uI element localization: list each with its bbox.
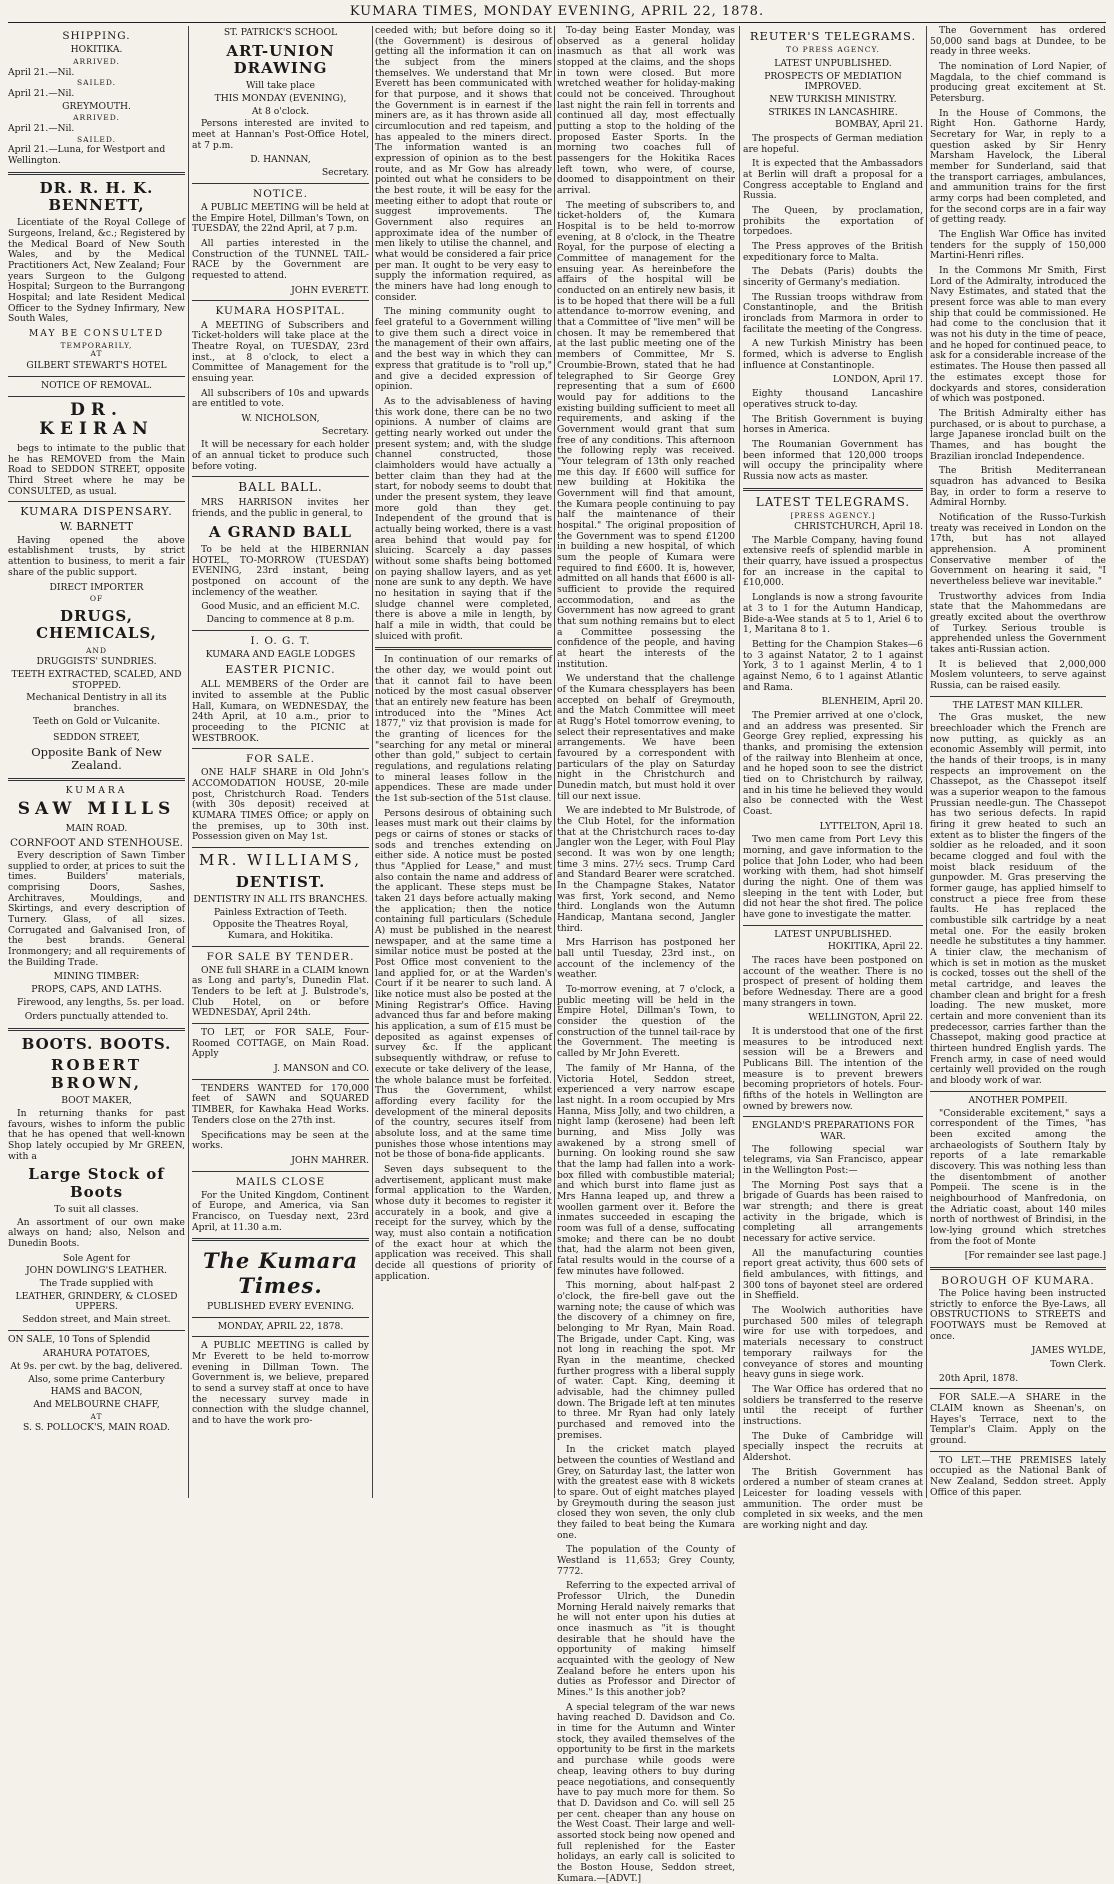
- persons-text: Persons interested are invited to meet at Hannan's Post-Office Hotel, at 7 p.m.: [192, 118, 369, 151]
- separator: [8, 1028, 185, 1031]
- column-2: [192, 26, 369, 1496]
- tender-text: ONE full SHARE in a CLAIM known as Long and party's, Dunedin Flat. Tenders to be left at J. Bulstrode's, Club Hotel, on or before WEDNESDAY, April 24th.: [192, 964, 369, 1019]
- telegram-paragraph: The British Government is buying horses in America.: [743, 413, 923, 436]
- editorial-paragraph: In continuation of our remarks of the other day, we would point out that it cannot fail to have been noticed by the most casual observer that an entirely new feature has been introduced into the "Mines Act 1877," viz that provision is made for the granting of licences for the "searching for any metal or mineral other than gold," subject to certain regulations, and regulations relating to mineral leases follow in the appendices. These are made under the 1st sub-section of the 51st clause.: [375, 654, 552, 805]
- and-line: AND: [86, 645, 107, 655]
- dateline: WELLINGTON, April 22.: [808, 1012, 923, 1024]
- column-rule: [554, 26, 555, 1498]
- column-3: [375, 26, 552, 1496]
- war-paragraph: The British Government has ordered a number of steam cranes at Leicester for loading vessels with ammunition. The order must be completed in six weeks, and the men are working night and day.: [743, 1466, 923, 1531]
- latest-telegrams-heading: LATEST TELEGRAMS.: [755, 494, 911, 509]
- temporarily-line: TEMPORARILY,: [60, 340, 133, 350]
- chaff-line: And MELBOURNE CHAFF,: [33, 1399, 160, 1411]
- dancing-line: Dancing to commence at 8 p.m.: [206, 613, 355, 625]
- painless-line: Painless Extraction of Teeth.: [213, 906, 348, 918]
- notice-text: All parties interested in the Construction of the TUNNEL TAIL-RACE by the Government are requested to attend.: [192, 238, 369, 282]
- secretary-line: Secretary.: [321, 167, 369, 179]
- notice-text: A PUBLIC MEETING will be held at the Empire Hotel, Dillman's Town, on TUESDAY, the 22nd April, at 7 p.m.: [192, 202, 369, 235]
- picnic-text: ALL MEMBERS of the Order are invited to assemble at the Public Hall, Kumara, on WEDNESDAY, the 24th April, at 10 a.m., prior to proceeding to the PICNIC at WESTBROOK.: [192, 679, 369, 744]
- bootmaker-line: BOOT MAKER,: [61, 1095, 132, 1107]
- telegram-paragraph: The races have been postponed on account of the weather. There is no prospect of present of holding them before Wednesday. There are a good many strangers in town.: [743, 954, 923, 1009]
- at8-line: At 8 o'clock.: [251, 105, 310, 117]
- separator: [930, 1388, 1106, 1389]
- brown-text: In returning thanks for past favours, wishes to inform the public that he has opened that well-known Shop lately occupied by Mr GREEN, with a: [8, 1107, 185, 1162]
- news-paragraph: Referring to the expected arrival of Professor Ulrich, the Dunedin Morning Herald naively remarks that he will not enter upon his duties at once inasmuch as "it is thought desirable that he should have the opportunity of making himself acquainted with the geology of New Zealand before he enters upon his duties as Professor and Director of Mines." Is this another job?: [557, 1580, 735, 1699]
- kumara-line: KUMARA: [65, 784, 128, 796]
- at-line: AT: [90, 349, 103, 359]
- mining-heading: MINING TIMBER:: [53, 971, 140, 983]
- sailed-label: SAILED.: [76, 134, 117, 144]
- separator: [8, 376, 185, 377]
- cornfoot-heading: CORNFOOT AND STENHOUSE.: [10, 836, 183, 849]
- dateline: BOMBAY, April 21.: [835, 119, 923, 131]
- article-paragraph: "Considerable excitement," says a correspondent of the Times, "has been excited among the archaeologists of Southern Italy by reports of a late remarkable discovery. This was nothing less than the disentombment of another Pompeii. The scene is in the neighbourhood of Manfredonia, on the Adriatic coast, about 140 miles north of northwest of Brindisi, in the low-lying ground which stretches from the foot of Monte: [930, 1107, 1106, 1247]
- latest-unpublished: LATEST UNPUBLISHED.: [774, 928, 892, 940]
- telegram-paragraph: The Queen, by proclamation, prohibits the exportation of torpedoes.: [743, 205, 923, 238]
- hannan-signature: D. HANNAN,: [250, 154, 311, 166]
- gilbert-hotel: GILBERT STEWART'S HOTEL: [26, 360, 167, 372]
- notice-heading: NOTICE.: [253, 187, 308, 200]
- separator: [930, 1451, 1106, 1452]
- robert-brown-name: ROBERT BROWN,: [50, 1056, 143, 1092]
- war-paragraph: The War Office has ordered that no soldiers be transferred to the reserve until the receipt of further instructions.: [743, 1383, 923, 1427]
- date-line: 20th April, 1878.: [939, 1372, 1019, 1384]
- reuter-heading: REUTER'S TELEGRAMS.: [749, 29, 917, 43]
- column-rule: [926, 26, 927, 1498]
- ball-heading: BALL BALL.: [238, 480, 323, 495]
- hospital-text: A MEETING of Subscribers and Ticket-holders will take place at the Theatre Royal, on TUESDAY, 23rd inst., at 8 o'clock, to elect a Committee of Management for the ensuing year.: [192, 319, 369, 384]
- everett-signature: JOHN EVERETT.: [291, 284, 369, 296]
- separator: [192, 630, 369, 631]
- remainder-note: [For remainder see last page.]: [964, 1250, 1106, 1262]
- editorial-paragraph: The mining community ought to feel grateful to a Government willing to give them such a direct voice in the management of their own affairs, and the best way in which they can express that gratitude is to "roll up," and give a decided expression of opinion.: [375, 306, 552, 393]
- forsale-text: FOR SALE.—A SHARE in the CLAIM known as Sheenan's, on Hayes's Terrace, next to the Templar's Claim. Apply on the ground.: [930, 1392, 1106, 1447]
- consulted-line: MAY BE CONSULTED: [28, 328, 165, 340]
- separator: [192, 946, 369, 947]
- war-paragraph: The Government has ordered 50,000 sand bags at Dundee, to be ready in three weeks.: [930, 25, 1106, 58]
- drugs-heading: DRUGS, CHEMICALS,: [36, 606, 157, 643]
- news-paragraph: Mrs Harrison has postponed her ball until Tuesday, 23rd inst., on account of the inclemency of the weather.: [557, 937, 735, 981]
- war-paragraph: The British Mediterranean squadron has advanced to Besika Bay, in order to form a reserve to Admiral Hornby.: [930, 465, 1106, 509]
- ministry-heading: NEW TURKISH MINISTRY.: [769, 94, 897, 106]
- news-paragraph: A special telegram of the war news having reached D. Davidson and Co. in time for the Autumn and Winter stock, they availed themselves of the opportunity to be first in the markets and purchase while goods were cheap, leaving others to buy during peace negotiations, and consequently have to pay much more for them. So that D. Davidson and Co. will sell 25 per cent. cheaper than any house on the West Coast. Their large and well-assorted stock being now opened and full replenished for the Easter holidays, an early call is solicited to the Boston House, Seddon street, Kumara.—[ADVT.]: [557, 1701, 735, 1884]
- forsale-heading: FOR SALE.: [246, 753, 315, 766]
- news-paragraph: This morning, about half-past 2 o'clock, the fire-bell gave out the warning note; the cause of which was the discovery of a chimney on fire, belonging to Mr Ryan, Main Road. The Brigade, under Capt. King, was not long in reaching the spot. Mr Ryan in the meantime, checked further progress with a liberal supply of water. Capt. King, deeming it advisable, had the chimney pulled down. The Brigade left at ten minutes to three. Mr Ryan had only lately purchased and removed into the premises.: [557, 1280, 735, 1441]
- news-paragraph: To-morrow evening, at 7 o'clock, a public meeting will be held in the Empire Hotel, Dillman's Town, to consider the question of the construction of the tunnel tail-race by the Government. The meeting is called by Mr John Everett.: [557, 984, 735, 1060]
- shipping-line: April 21.—Nil.: [8, 122, 75, 134]
- war-paragraph: All the manufacturing counties report great activity, thus 600 sets of field ambulances, with fittings, and 300 tons of bayonet steel are ordered in Sheffield.: [743, 1247, 923, 1302]
- column-5: [743, 26, 923, 1531]
- telegram-paragraph: Betting for the Champion Stakes—6 to 3 against Natator, 2 to 1 against York, 3 to 1 against Merlin, 4 to 1 against Nemo, 6 to 1 against Atlantic and Rama.: [743, 638, 923, 693]
- at-line: AT: [90, 1411, 103, 1421]
- latest-unpublished: LATEST UNPUBLISHED.: [774, 58, 892, 70]
- separator: [192, 1317, 369, 1318]
- war-paragraph: The Duke of Cambridge will specially inspect the recruits at Aldershot.: [743, 1430, 923, 1463]
- telegram-paragraph: Longlands is now a strong favourite at 3 to 1 for the Autumn Handicap, Bide-a-Wee stands at 5 to 1, Ariel 6 to 1, Maritana 8 to 1.: [743, 592, 923, 636]
- published-line: PUBLISHED EVERY EVENING.: [207, 1301, 354, 1313]
- hospital-text: All subscribers of 10s and upwards are entitled to vote.: [192, 387, 369, 410]
- shipping-line: April 21.—Nil.: [8, 66, 75, 78]
- separator: [192, 1238, 369, 1241]
- harrison-text: MRS HARRISON invites her friends, and the public in general, to: [192, 497, 369, 519]
- editorial-paragraph: Persons desirous of obtaining such leases must mark out their claims by pegs or cairns of stones or stacks of sods and trenches extending on either side. A notice must be posted thus "Applied for Lease," and must also contain the name and address of the applicant. These steps must be taken 21 days before actually making the application; then the notice containing full particulars (Schedule A) must be published in the nearest newspaper, and at the same time a similar notice must be posted at the Post Office most convenient to the land applied for, or at the Warden's Court if it be nearer to such land. A like notice must also be posted at the Mining Registrar's Office. Having advanced thus far and before making his application, a sum of £15 must be deposited as against expenses of survey &c. If the applicant subsequently withdraw, or refuse to execute or take delivery of the lease, the whole balance must be forfeited. Thus the Government, whilst affording every facility for the development of the mineral deposits of the country, secures itself from absolute loss, and at the same time punishes those whose intentions may not be those of bona-fide applicants.: [375, 807, 552, 1161]
- barnett-name: W. BARNETT: [59, 520, 134, 534]
- separator: [743, 1116, 923, 1117]
- opposite-bank: Opposite Bank of New Zealand.: [31, 745, 162, 773]
- telegram-paragraph: A new Turkish Ministry has been formed, which is adverse to English influence at Constantinople.: [743, 338, 923, 371]
- news-paragraph: We are indebted to Mr Bulstrode, of the Club Hotel, for the information that at the Christchurch races to-day Jangler won the Leger, with Foul Play second. It was won by one length; time 3 mins. 27½ secs. Trump Card and Standard Bearer were scratched. In the Champagne Stakes, Natator was first, York second, and Nemo third. Longlands won the Autumn Handicap, Mantana second, Jangler third.: [557, 805, 735, 934]
- separator: [930, 696, 1106, 697]
- tolet-text: TO LET, or FOR SALE, Four-Roomed COTTAGE, on Main Road. Apply: [192, 1027, 369, 1060]
- seddon-main-line: Seddon street, and Main street.: [22, 1314, 171, 1326]
- hospital-text: It will be necessary for each holder of an annual ticket to produce such before voting.: [192, 439, 369, 472]
- dateline: HOKITIKA, April 22.: [827, 941, 923, 953]
- assort-text: An assortment of our own make always on hand; also, Nelson and Dunedin Boots.: [8, 1216, 185, 1249]
- telegram-paragraph: The prospects of German mediation are hopeful.: [743, 133, 923, 155]
- telegram-paragraph: The Premier arrived at one o'clock, and an address was presented. Sir George Grey replied, expressing his thanks, and promising the extension of the railway into Blenheim at once, and he hoped soon to see the district tied on to Christchurch by railway, and in his time he believed they would also be connected with the West Coast.: [743, 709, 923, 817]
- telegram-paragraph: The Debats (Paris) doubts the sincerity of Germany's mediation.: [743, 266, 923, 289]
- keiran-name: DR. KEIRAN: [39, 399, 154, 440]
- telegram-paragraph: It is understood that one of the first measures to be introduced next session will be a Brewers and Publicans Bill. The intention of the measure is to prevent brewers becoming proprietors of hotels. Four-fifths of the hotels in Wellington are owned by brewers now.: [743, 1026, 923, 1112]
- lodges-heading: KUMARA AND EAGLE LODGES: [205, 648, 356, 660]
- column-6: [930, 26, 1106, 1496]
- telegram-paragraph: The Marble Company, having found extensive reefs of splendid marble in their quarry, have issued a prospectus for an increase in the capital to £10,000.: [743, 534, 923, 589]
- news-paragraph: We understand that the challenge of the Kumara chessplayers has been accepted on behalf of Greymouth, and the Match Committee will meet at Rugg's Hotel tomorrow evening, to select their representatives and make arrangements. We have been favoured by a correspondent with particulars of the play on Saturday night in the Christchurch and Dunedin match, but must hold it over till our next issue.: [557, 673, 735, 802]
- date-line: MONDAY, APRIL 22, 1878.: [217, 1320, 344, 1332]
- bennett-name: DR. R. H. K. BENNETT,: [39, 178, 154, 215]
- manson-signature: J. MANSON and CO.: [274, 1063, 369, 1075]
- trade-line: The Trade supplied with: [39, 1278, 154, 1290]
- teeth-line: TEETH EXTRACTED, SCALED, AND STOPPED.: [11, 669, 182, 691]
- mails-text: For the United Kingdom, Continent of Europe, and America, via San Francisco, on Tuesday next, 23rd April, at 11.30 a.m.: [192, 1189, 369, 1233]
- telegram-paragraph: Eighty thousand Lancashire operatives struck to-day.: [743, 388, 923, 410]
- opposite-theatre-line: Opposite the Theatres Royal, Kumara, and Hokitika.: [212, 919, 349, 941]
- news-paragraph: The family of Mr Hanna, of the Victoria Hotel, Seddon street, experienced a very narrow escape last night. In a room occupied by Mrs Hanna, Miss Jolly, and two children, a night lamp (kerosene) had been left burning, and Miss Jolly was awakened by a strong smell of burning. On looking round she saw that the lamp had fallen into a work-box filled with combustible material; and which burst into flame just as Mrs Hanna leaped up, and threw a woollen garment over it. Before the inmates succeeded in escaping the room was full of a dense, suffocating smoke; and there can be no doubt that, had the alarm not been given, fatal results would in the course of a few minutes have followed.: [557, 1062, 735, 1277]
- separator: [192, 1336, 369, 1337]
- hospital-heading: KUMARA HOSPITAL.: [215, 305, 346, 318]
- dateline: LONDON, April 17.: [832, 374, 923, 386]
- war-paragraph: In the Commons Mr Smith, First Lord of the Admiralty, introduced the Navy Estimates, and stated that the present force was able to man every ship that could be commissioned. He had come to the conclusion that it was not his duty in the time of peace, and he hoped for continued peace, to ask for a considerable increase of the estimates. The House then passed all the estimates except those for dockyards and stores, consideration of which was postponed.: [930, 265, 1106, 405]
- keiran-text: begs to intimate to the public that he has REMOVED from the Main Road to SEDDON STREET, opposite Third Street where he may be CONSULTED, as usual.: [8, 442, 185, 497]
- war-paragraph: The British Admiralty either has purchased, or is about to purchase, a large Japanese ironclad built on the Thames, and has bought the Brazilian ironclad Independence.: [930, 407, 1106, 462]
- boots-heading: BOOTS. BOOTS.: [21, 1035, 172, 1053]
- prospects-heading: PROSPECTS OF MEDIATION IMPROVED.: [764, 70, 902, 93]
- tender-heading: FOR SALE BY TENDER.: [206, 950, 355, 963]
- dentist-heading: DENTIST.: [235, 872, 326, 891]
- separator: [192, 1171, 369, 1172]
- mainroad-line: MAIN ROAD.: [65, 823, 128, 835]
- war-paragraph: The nomination of Lord Napier, of Magdala, to the chief command is producing great excitement at St. Petersburg.: [930, 61, 1106, 105]
- telegram-paragraph: The Russian troops withdraw from Constantinople, and the British ironclads from Marmora in order to facilitate the meeting of the Congress.: [743, 291, 923, 335]
- news-paragraph: The meeting of subscribers to, and ticket-holders of, the Kumara Hospital is to be held to-morrow evening, at 8 o'clock, in the Theatre Royal, for the purpose of electing a Committee of management for the ensuing year. As hereinbefore the affairs of the hospital will be conducted on an entirely new basis, it is to be hoped that there will be a full attendance to-morrow evening, and that a Committee of "live men" will be chosen. It may be remembered that at the last public meeting one of the members of Committee, Mr S. Croumbie-Brown, stated that he had telegraphed to Sir George Grey representing that a sum of £600 would pay for additions to the existing building sufficient to meet all requirements, and asking if the Government would grant that sum free of any conditions. This afternoon the following reply was received. "Your telegram of 13th only reached me this day. If £600 will suffice for new building at Hokitika the Government will find that amount, the Kumara people continuing to pay half the maintenance of their hospital." The original proposition of the Government was to spend £1200 in building a new hospital, of which sum the people of Kumara were required to find £600. It is, however, admitted on all hands that £600 is all-sufficient to provide the required accommodation, and as the Government has now agreed to grant that sum nothing remains but to elect a Committee possessing the confidence of the people, and having at heart the interests of the institution.: [557, 199, 735, 670]
- large-stock-heading: Large Stock of Boots: [28, 1165, 165, 1201]
- shipping-heading: SHIPPING.: [62, 30, 131, 42]
- war-paragraph: The following special war telegrams, via San Francisco, appear in the Wellington Post:—: [743, 1143, 923, 1177]
- dispensary-heading: KUMARA DISPENSARY.: [20, 505, 173, 519]
- war-paragraph: The Woolwich authorities have purchased 500 miles of telegraph wire for use with torpedoes, and materials necessary to construct temporary railways for the conveyance of stores and mounting heavy guns in siege work.: [743, 1305, 923, 1381]
- separator: [192, 300, 369, 301]
- telegram-paragraph: The Roumanian Government has been informed that 120,000 troops will occupy the principality where Russia now acts as master.: [743, 438, 923, 482]
- news-paragraph: In the cricket match played between the counties of Westland and Grey, on Saturday last, the latter won with the greatest ease with 8 wickets to spare. Out of eight matches played by Greymouth during the season just closed they won seven, the only club they failed to beat being the Kumara one.: [557, 1444, 735, 1541]
- cornfoot-text: Every description of Sawn Timber supplied to order, at prices to suit the times. Builders' materials, comprising Doors, Sashes, Architraves, Mouldings, and Skirtings, and every description of Turnery. Glass, of all sizes. Corrugated and Galvanised Iron, of the best brands. General Ironmongery; and all requirements of the Building Trade.: [8, 849, 185, 968]
- williams-name: MR. WILLIAMS,: [198, 851, 363, 870]
- war-paragraph: The Morning Post says that a brigade of Guards has been raised to war strength; and there is great activity in the brigade, which is completing all arrangements necessary for active service.: [743, 1179, 923, 1245]
- editorial-paragraph: Seven days subsequent to the advertisement, applicant must make formal application to the Warden, whose duty it becomes to register it accurately in a book, and give a receipt for the survey, which by the way, must also contain a notification of the exact hour at which the application was received. This shall decide all questions of priority of application.: [375, 1163, 552, 1282]
- gold-line: Teeth on Gold or Vulcanite.: [32, 715, 161, 727]
- picnic-heading: EASTER PICNIC.: [225, 663, 336, 677]
- sawmills-heading: SAW MILLS: [17, 799, 176, 820]
- barnett-text: Having opened the above establishment trusts, by strict attention to business, to merit a fair share of the public support.: [8, 534, 185, 578]
- tenders-text: TENDERS WANTED for 170,000 feet of SAWN and SQUARED TIMBER, for Kawhaka Head Works. Tenders close on the 27th inst.: [192, 1082, 369, 1126]
- music-line: Good Music, and an efficient M.C.: [201, 601, 360, 613]
- strikes-heading: STRIKES IN LANCASHIRE.: [768, 106, 898, 118]
- separator: [192, 847, 369, 848]
- shipping-line: April 21.—Nil.: [8, 87, 75, 99]
- mails-heading: MAILS CLOSE: [235, 1175, 326, 1188]
- separator: [743, 488, 923, 491]
- wylde-signature: JAMES WYLDE,: [1031, 1345, 1106, 1357]
- separator: [192, 476, 369, 477]
- leather-line: LEATHER, GRINDERY, & CLOSED UPPERS.: [15, 1290, 178, 1313]
- forsale-text: ONE HALF SHARE in Old John's ACCOMODATION HOUSE, 20-mile post, Christchurch Road. Tenders (with 30s deposit) received at KUMARA TIMES Office; or apply on the premises, up to 30th inst. Possession given on May 1st.: [192, 767, 369, 843]
- pompeii-heading: ANOTHER POMPEII.: [968, 1094, 1068, 1106]
- grandball-heading: A GRAND BALL: [208, 522, 353, 541]
- dentistry-line: Mechanical Dentistry in all its branches.: [26, 692, 167, 715]
- clerk-line: Town Clerk.: [1050, 1359, 1106, 1371]
- war-paragraph: In the House of Commons, the Right Hon. Gathorne Hardy, Secretary for War, in reply to a question asked by Sir Henry Marsham Havelock, the Liberal member for Sunderland, said that the transport carriages, ambulances, and ammunition trains for the first army corps had been completed, and for the second corps are in a fair way of getting ready.: [930, 107, 1106, 226]
- column-rule: [372, 26, 373, 1498]
- telegram-paragraph: It is expected that the Ambassadors at Berlin will draft a proposal for a Congress acceptable to England and Russia.: [743, 158, 923, 202]
- press-agency-line: TO PRESS AGENCY.: [786, 45, 880, 55]
- ball-text: To be held at the HIBERNIAN HOTEL, TO-MORROW (TUESDAY) EVENING, 23rd instant, being postponed on account of the inclemency of the weather.: [192, 543, 369, 598]
- man-killer-heading: THE LATEST MAN KILLER.: [952, 699, 1084, 711]
- separator: [930, 1091, 1106, 1092]
- agent-line: Sole Agent for: [63, 1252, 130, 1264]
- dentistry-line: DENTISTRY IN ALL ITS BRANCHES.: [193, 893, 368, 905]
- separator: [192, 748, 369, 749]
- column-4: [557, 25, 735, 1884]
- dowling-line: JOHN DOWLING'S LEATHER.: [25, 1265, 167, 1277]
- newspaper-title: The Kumara Times.: [202, 1248, 359, 1298]
- orders-line: Orders punctually attended to.: [24, 1011, 169, 1023]
- props-line: PROPS, CAPS, AND LATHS.: [31, 983, 162, 995]
- separator: [8, 172, 185, 175]
- specs-text: Specifications may be seen at the works.: [192, 1129, 369, 1152]
- tolet-text: TO LET.—THE PREMISES lately occupied as the National Bank of New Zealand, Seddon street. Apply Office of this paper.: [930, 1454, 1106, 1498]
- editorial-paragraph: ceeded with; but before doing so it (the Government) is desirous of getting all the information it can on the subject from the miners themselves. We understand that Mr Everett has been communicated with for that purpose, and it shows that the Government is in earnest if the miners are, as it has thrown aside all circumlocution and red tapeism, and has appealed to the miners direct. The information wanted is an expression of opinion as to the best route, and as Mr Gow has already pointed out what he considers to be the best route, it will be easy for the meeting either to adopt that route or suggest improvements. The Government also requires an approximate idea of the number of men likely to utilise the channel, and what would be considered a fair price per man. It ought to be very easy to supply the information required, as the miners have had long enough to consider.: [375, 25, 552, 303]
- war-paragraph: The English War Office has invited tenders for the supply of 150,000 Martini-Henri rifles.: [930, 229, 1106, 262]
- dateline: CHRISTCHURCH, April 18.: [794, 521, 923, 533]
- arrived-label: ARRIVED.: [73, 113, 120, 123]
- arahura-line: ARAHURA POTATOES,: [42, 1348, 151, 1360]
- onsale-line: ON SALE, 10 Tons of Splendid: [8, 1333, 151, 1345]
- war-paragraph: It is believed that 2,000,000 Moslem volunteers, to serve against Russia, can be raised easily.: [930, 658, 1106, 691]
- hokitika-heading: HOKITIKA.: [70, 44, 123, 56]
- suit-line: To suit all classes.: [54, 1203, 139, 1215]
- telegram-paragraph: Two men came from Port Levy this morning, and gave information to the police that John Loder, who had been working with them, had shot himself during the night. One of them was sleeping in the tent with Loder, but did not hear the shot fired. The police have gone to investigate the matter.: [743, 834, 923, 920]
- column-rule: [188, 26, 189, 1498]
- editorial-paragraph: As to the advisableness of having this work done, there can be no two opinions. A number of claims are getting nearly worked out under the present system; and, with the sludge channel constructed, those claimholders would have actually a better claim than they had at the start, for nobody seems to doubt that under the present system, they leave more gold than they get. Independent of the ground that is actually being worked, there is a vast area behind that would pay for sluicing. Scarcely a day passes without some shafts being bottomed on paying shallow layers, and as yet none are sunk to any depth. We have no hesitation in saying that if the sludge channel were completed, there is above a mile in length, by half a mile in width, that could be sluiced with profit.: [375, 395, 552, 642]
- borough-heading: BOROUGH OF KUMARA.: [941, 1274, 1095, 1287]
- importer-line: DIRECT IMPORTER: [49, 581, 144, 593]
- separator: [8, 396, 185, 397]
- editorial-text: A PUBLIC MEETING is called by Mr Everett to be held to-morrow evening in Dillman Town. The Government is, we believe, prepared to send a survey staff at once to have the necessary survey made in connection with the sludge channel, and to have the work pro-: [192, 1340, 369, 1427]
- article-paragraph: The Gras musket, the new breechloader which the French are now putting, as quickly as an economic Assembly will permit, into the hands of their troops, is in many respects an improvement on the Chassepot, as the Chassepot itself was a superior weapon to the famous Prussian needle-gun. The Chassepot has two serious defects. In rapid firing it grew heated to such an extent as to blister the fingers of the soldier as he reloaded, and it soon became clogged and foul with the moist black residuum of the gunpowder. M. Gras preserving the former gauge, has applied himself to construct a piece free from these faults. He has replaced the combustible silk cartridge by a neat metal one. For the easily broken needle he substitutes a tiny hammer. A tinier claw, the mechanism of which is set in motion as the musket is cocked, tosses out the shell of the metal cartridge, and leaves the chamber clean and bright for a fresh loading. The new musket, more certain and more convenient than its predecessor, carries farther than the Chassepot, making good practice at thirteen hundred English yards. The French army, in case of need would certainly well provided on the rough and bloody work of war.: [930, 712, 1106, 1087]
- greymouth-heading: GREYMOUTH.: [62, 100, 131, 112]
- separator: [192, 1079, 369, 1080]
- bennett-text: Licentiate of the Royal College of Surgeons, Ireland, &c.; Registered by the Medical Board of New South Wales, and by the Medical Practitioners Act, New Zealand; Four years Surgeon to the Gulgong Hospital; Surgeon to the Burrangong Hospital; and late Resident Medical Officer to the Sydney Infirmary, New South Wales,: [8, 217, 185, 325]
- of-line: OF: [89, 594, 104, 604]
- war-paragraph: Trustworthy advices from India state that the Mahommedans are greatly excited about the overthrow of Turkey. Serious trouble is apprehended unless the Government takes anti-Russian action.: [930, 590, 1106, 655]
- removal-heading: NOTICE OF REMOVAL.: [41, 379, 152, 391]
- separator: [192, 1023, 369, 1024]
- shipping-line: April 21.—Luna, for Westport and Wellington.: [8, 144, 166, 166]
- england-war-heading: ENGLAND'S PREPARATIONS FOR WAR.: [751, 1120, 915, 1143]
- willtake-line: Will take place: [246, 80, 315, 92]
- sundries-line: DRUGGISTS' SUNDRIES.: [36, 656, 157, 668]
- column-rule: [739, 26, 740, 1498]
- iogt-heading: I. O. G. T.: [250, 634, 311, 647]
- separator: [8, 778, 185, 781]
- column-1: [8, 26, 185, 1496]
- arrived-label: ARRIVED.: [73, 56, 120, 66]
- also-line: Also, some prime Canterbury: [28, 1373, 165, 1385]
- news-paragraph: The population of the County of Westland is 11,653; Grey County, 7772.: [557, 1544, 735, 1577]
- separator: [8, 1330, 185, 1331]
- seddon-street: SEDDON STREET,: [53, 732, 140, 744]
- masthead-rule: [8, 22, 1106, 23]
- separator: [375, 647, 552, 650]
- separator: [743, 925, 923, 926]
- artunion-heading: ART-UNION DRAWING: [226, 41, 335, 78]
- sailed-label: SAILED.: [76, 78, 117, 88]
- nicholson-signature: W. NICHOLSON,: [241, 412, 320, 424]
- telegram-paragraph: The Press approves of the British expeditionary force to Malta.: [743, 241, 923, 263]
- price-line: At 9s. per cwt. by the bag, delivered.: [10, 1361, 183, 1373]
- masthead: KUMARA TIMES, MONDAY EVENING, APRIL 22, 1878.: [349, 4, 765, 19]
- dateline: LYTTELTON, April 18.: [819, 820, 923, 832]
- dateline: BLENHEIM, April 20.: [821, 696, 923, 708]
- secretary-line: Secretary.: [321, 425, 369, 437]
- hams-line: HAMS and BACON,: [50, 1386, 143, 1398]
- stpatrick-heading: ST. PATRICK'S SCHOOL: [223, 27, 338, 38]
- firewood-line: Firewood, any lengths, 5s. per load.: [17, 996, 185, 1008]
- pollock-line: S. S. POLLOCK'S, MAIN ROAD.: [23, 1422, 170, 1434]
- press-agency-line: [PRESS AGENCY.]: [790, 511, 876, 521]
- separator: [192, 183, 369, 184]
- news-paragraph: To-day being Easter Monday, was observed as a general holiday inasmuch as that all work was stopped at the claims, and the shops in town were closed. But more wretched weather for holiday-making could not be conceived. Throughout last night the rain fell in torrents and continued all day, most effectually putting a stop to the holding of the proposed Easter Sports. In the morning two coaches full of passengers for the Hokitika Races left town, who were, of course, doomed to disappointment on their arrival.: [557, 25, 735, 197]
- mahrer-signature: JOHN MAHRER.: [291, 1154, 369, 1166]
- war-paragraph: Notification of the Russo-Turkish treaty was received in London on the 17th, but has not allayed apprehension. A prominent Conservative member of the Government on hearing it said, "I nevertheless believe war inevitable.": [930, 511, 1106, 587]
- borough-text: The Police having been instructed strictly to enforce the Bye-Laws, all OBSTRUCTIONS to STREETS and FOOTWAYS must be Removed at once.: [930, 1288, 1106, 1342]
- separator: [8, 501, 185, 502]
- thismonday-line: THIS MONDAY (EVENING),: [214, 93, 347, 105]
- separator: [930, 1267, 1106, 1270]
